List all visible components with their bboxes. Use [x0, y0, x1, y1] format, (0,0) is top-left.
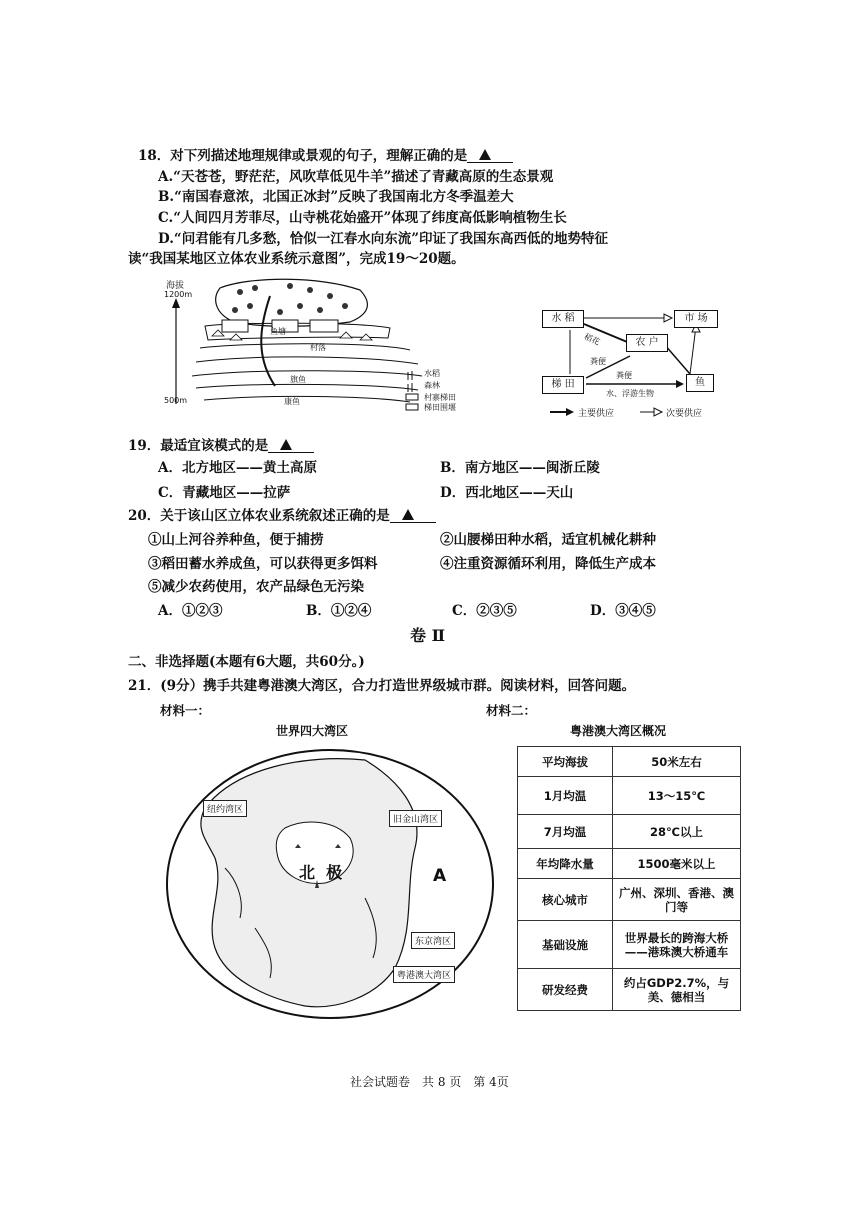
answer-blank	[268, 438, 314, 453]
map-title: 世界四大湾区	[276, 724, 349, 738]
row-key: 平均海拔	[518, 747, 613, 777]
row-value: 世界最长的跨海大桥——港珠澳大桥通车	[613, 921, 741, 969]
q20-statement-2: ②山腰梯田种水稻，适宜机械化耕种	[440, 532, 656, 548]
legend-primary: 主要供应	[578, 409, 615, 419]
q21-stem: 21．(9分）携手共建粤港澳大湾区，合力打造世界级城市群。阅读材料，回答问题。	[128, 678, 636, 694]
row-value: 约占GDP2.7%，与美、德相当	[613, 969, 741, 1011]
legend-village-terrace: 村寨梯田	[424, 393, 456, 402]
row-value: 50米左右	[613, 747, 741, 777]
answer-blank	[390, 508, 436, 523]
row-value: 13～15℃	[613, 777, 741, 815]
label-newyork-bay: 纽约湾区	[203, 800, 247, 817]
node-farmer: 农 户	[626, 334, 668, 352]
axis-title: 海拔	[166, 281, 185, 291]
q18-option-a: A.“天苍苍，野茫茫，风吹草低见牛羊”描述了青藏高原的生态景观	[158, 169, 554, 185]
row-key: 核心城市	[518, 879, 613, 921]
axis-bottom-tick: 500m	[164, 396, 188, 405]
arrow-label-1: 稻花	[582, 332, 602, 347]
legend-rice: 水稻	[424, 369, 440, 378]
table-row	[518, 849, 741, 879]
material2-label: 材料二：	[486, 703, 537, 718]
row-key: 7月均温	[518, 815, 613, 849]
q18-option-d: D.“问君能有几多愁，恰似一江春水向东流”印证了我国东高西低的地势特征	[158, 231, 608, 247]
row-key: 研发经费	[518, 969, 613, 1011]
label-tokyo-bay: 东京湾区	[411, 932, 455, 949]
q19-option-d: D．西北地区——天山	[440, 485, 574, 501]
table-title: 粤港澳大湾区概况	[570, 724, 667, 738]
north-pole-label: 北 极	[299, 863, 343, 882]
row-key: 1月均温	[518, 777, 613, 815]
node-fish: 鱼	[686, 374, 714, 392]
label-fish-2: 康鱼	[284, 397, 300, 406]
table-row	[518, 747, 741, 777]
q19-option-c: C．青藏地区——拉萨	[158, 485, 291, 501]
q19-option-b: B．南方地区——闽浙丘陵	[440, 460, 600, 476]
row-value: 1500毫米以上	[613, 849, 741, 879]
q18-stem: 18．对下列描述地理规律或景观的句子，理解正确的是	[138, 147, 513, 165]
row-value: 广州、深圳、香港、澳门等	[613, 879, 741, 921]
flow-diagram	[540, 304, 730, 422]
section-title: 卷 Ⅱ	[410, 626, 446, 645]
q20-option-b: B．①②④	[306, 603, 372, 619]
q20-stem: 20．关于该山区立体农业系统叙述正确的是	[128, 507, 436, 525]
node-terrace: 梯 田	[542, 376, 584, 394]
answer-blank	[467, 148, 513, 163]
reading-intro: 读“我国某地区立体农业系统示意图”，完成19～20题。	[128, 251, 465, 267]
q18-option-b: B.“南国春意浓，北国正冰封”反映了我国南北方冬季温差大	[158, 189, 514, 205]
letter-a: A	[433, 866, 447, 886]
gba-info-table	[517, 746, 741, 1011]
legend-terrace-bank: 梯田围堰	[424, 403, 456, 412]
arrow-label-4: 水、浮游生物	[606, 389, 654, 398]
table-row	[518, 815, 741, 849]
arrow-label-2: 粪便	[590, 357, 606, 366]
material1-label: 材料一：	[160, 703, 211, 718]
q18-option-c: C.“人间四月芳菲尽，山寺桃花始盛开”体现了纬度高低影响植物生长	[158, 210, 567, 226]
q20-statement-5: ⑤减少农药使用，农产品绿色无污染	[148, 579, 364, 595]
part2-title: 二、非选择题(本题有6大题，共60分。)	[128, 654, 365, 670]
q20-option-a: A．①②③	[158, 603, 223, 619]
axis-top-tick: 1200m	[164, 290, 193, 299]
legend-secondary: 次要供应	[666, 409, 703, 419]
table-row	[518, 969, 741, 1011]
q20-statement-3: ③稻田蓄水养成鱼，可以获得更多饵料	[148, 556, 378, 572]
row-value: 28℃以上	[613, 815, 741, 849]
page-footer: 社会试题卷 共 8 页 第 4页	[350, 1075, 509, 1089]
polar-map	[165, 748, 495, 1020]
q19-option-a: A．北方地区——黄土高原	[158, 460, 317, 476]
node-market: 市 场	[674, 310, 718, 328]
q19-stem: 19．最适宜该模式的是	[128, 437, 314, 455]
label-village: 村落	[310, 343, 326, 352]
q20-option-d: D．③④⑤	[590, 603, 656, 619]
label-fish-1: 旗鱼	[290, 375, 306, 384]
triangle-icon	[402, 509, 414, 520]
terrace-diagram	[160, 276, 490, 416]
node-rice: 水 稻	[542, 310, 584, 328]
arrow-label-3: 粪便	[616, 371, 632, 380]
label-sanfrancisco-bay: 旧金山湾区	[389, 810, 442, 827]
triangle-icon	[479, 149, 491, 160]
q20-statement-1: ①山上河谷养种鱼，便于捕捞	[148, 532, 324, 548]
label-gba-bay: 粤港澳大湾区	[393, 966, 455, 983]
table-row	[518, 777, 741, 815]
q20-option-c: C．②③⑤	[452, 603, 517, 619]
q20-statement-4: ④注重资源循环利用，降低生产成本	[440, 556, 656, 572]
row-key: 年均降水量	[518, 849, 613, 879]
row-key: 基础设施	[518, 921, 613, 969]
label-pond: 鱼塘	[270, 327, 286, 336]
triangle-icon	[280, 439, 292, 450]
legend-forest: 森林	[424, 381, 440, 390]
table-row	[518, 921, 741, 969]
table-row	[518, 879, 741, 921]
